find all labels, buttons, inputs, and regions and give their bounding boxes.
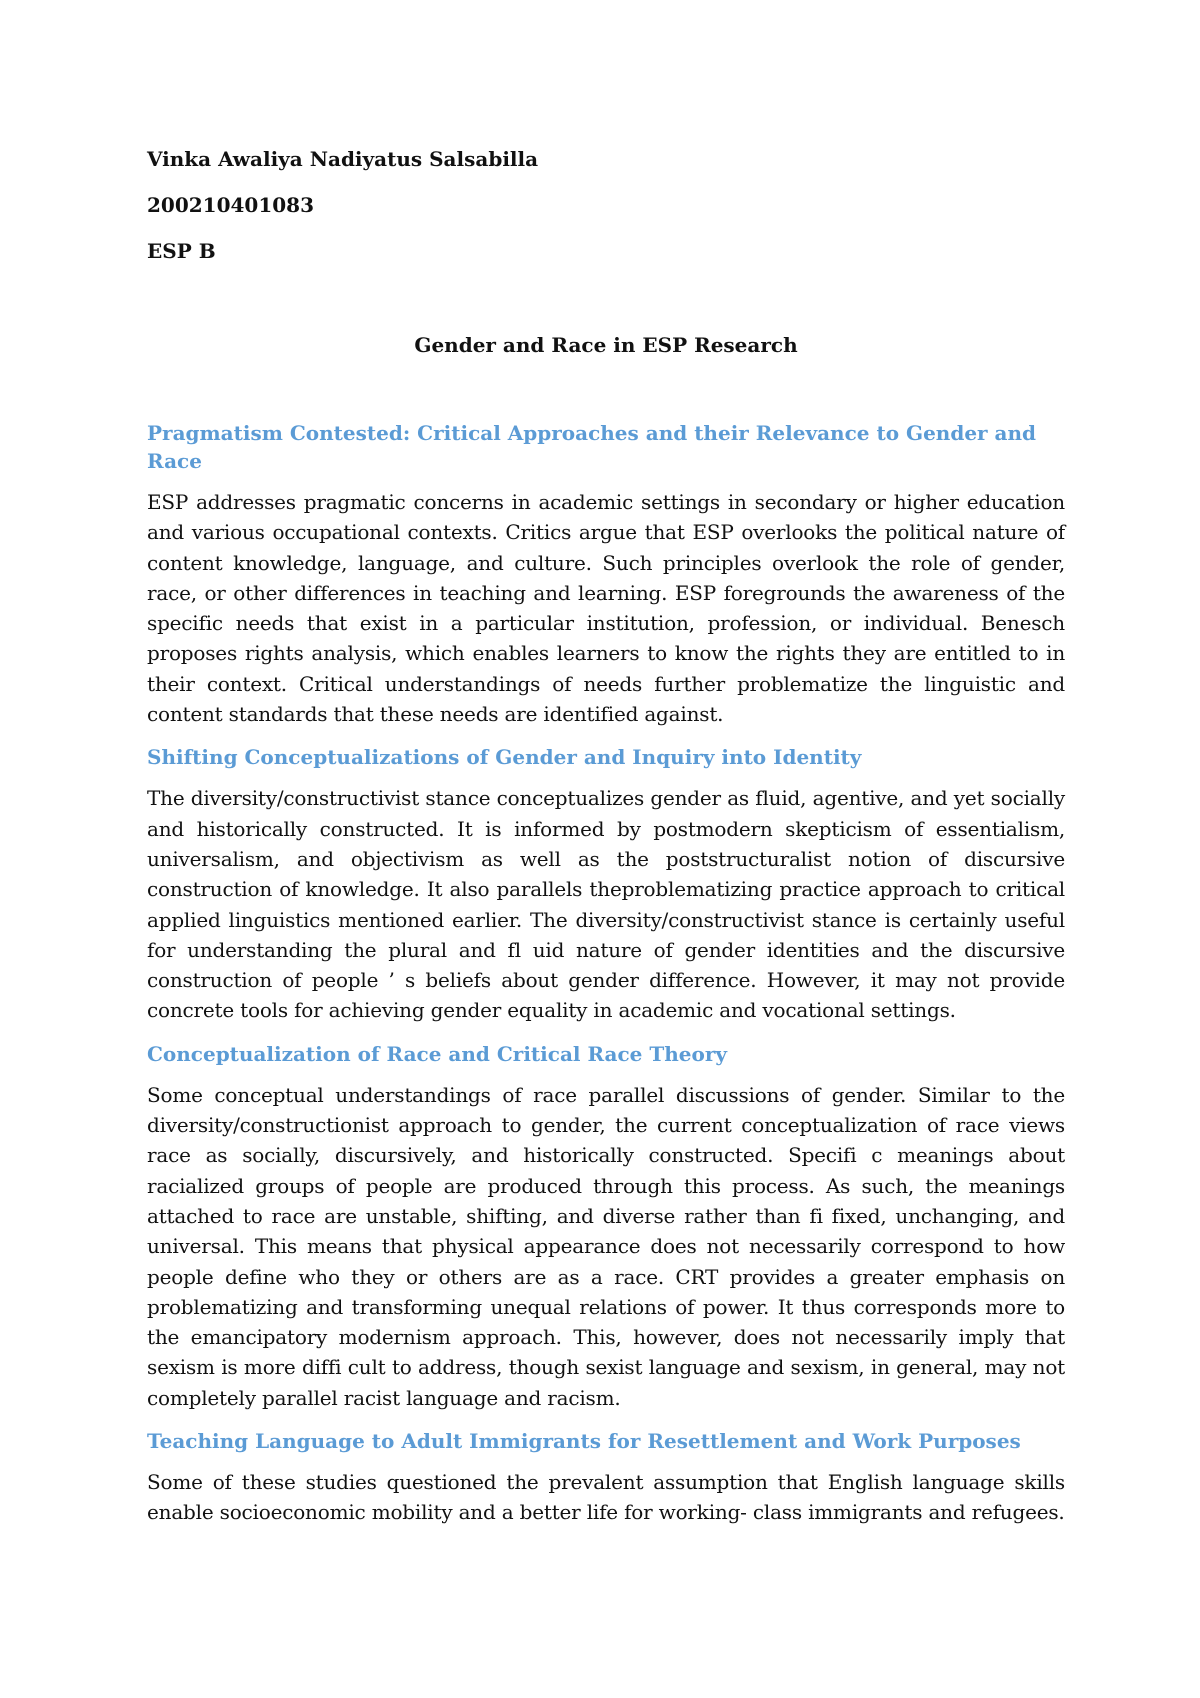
- section-body-gender-identity: The diversity/constructivist stance conceptualizes gender as fluid, agentive, and yet socially and historically constructed. It is informed by postmodern skepticism of essentialism, universalism, and objectivism as well as the poststructuralist notion of discursive construction of knowledge. It also parallels theproblematizing practice approach to critical applied linguistics mentioned earlier. The diversity/constructivist stance is certainly useful for understanding the plural and fl uid nature of gender identities and the discursive construction of people ’ s beliefs about gender difference. However, it may not provide concrete tools for achieving gender equality in academic and vocational settings.: [147, 786, 1065, 1023]
- section-heading-race-crt: Conceptualization of Race and Critical Race Theory: [147, 1041, 728, 1066]
- section-heading-pragmatism: Pragmatism Contested: Critical Approaches and their Relevance to Gender and Race: [147, 421, 1037, 473]
- section-heading-immigrants: Teaching Language to Adult Immigrants for Resettlement and Work Purposes: [147, 1429, 1021, 1454]
- section-body-race-crt: Some conceptual understandings of race parallel discussions of gender. Similar to the diversity/constructionist approach to gender, the current conceptualization of race views race as socially, discursively, and historically constructed. Specifi c meanings about racialized groups of people are produced through this process. As such, the meanings attached to race are unstable, shifting, and diverse rather than fi fixed, unchanging, and universal. This means that physical appearance does not necessarily correspond to how people define who they or others are as a race. CRT provides a greater emphasis on problematizing and transforming unequal relations of power. It thus corresponds more to the emancipatory modernism approach. This, however, does not necessarily imply that sexism is more diffi cult to address, though sexist language and sexism, in general, may not completely parallel racist language and racism.: [147, 1082, 1065, 1410]
- section-heading-gender-identity: Shifting Conceptualizations of Gender and Inquiry into Identity: [147, 745, 862, 770]
- author-name: Vinka Awaliya Nadiyatus Salsabilla: [147, 147, 539, 171]
- document-content: [147, 145, 1065, 1542]
- document-title: Gender and Race in ESP Research: [414, 333, 798, 357]
- section-body-pragmatism: ESP addresses pragmatic concerns in academic settings in secondary or higher education and various occupational contexts. Critics argue that ESP overlooks the political nature of content knowledge, language, and culture. Such principles overlook the role of gender, race, or other differences in teaching and learning. ESP foregrounds the awareness of the specific needs that exist in a particular institution, profession, or individual. Benesch proposes rights analysis, which enables learners to know the rights they are entitled to in their context. Critical understandings of needs further problematize the linguistic and content standards that these needs are identified against.: [147, 490, 1065, 727]
- section-body-immigrants: Some of these studies questioned the prevalent assumption that English language skills enable socioeconomic mobility and a better life for working- class immigrants and refugees.: [147, 1470, 1065, 1525]
- class-name: ESP B: [147, 239, 216, 263]
- student-id: 200210401083: [147, 193, 314, 217]
